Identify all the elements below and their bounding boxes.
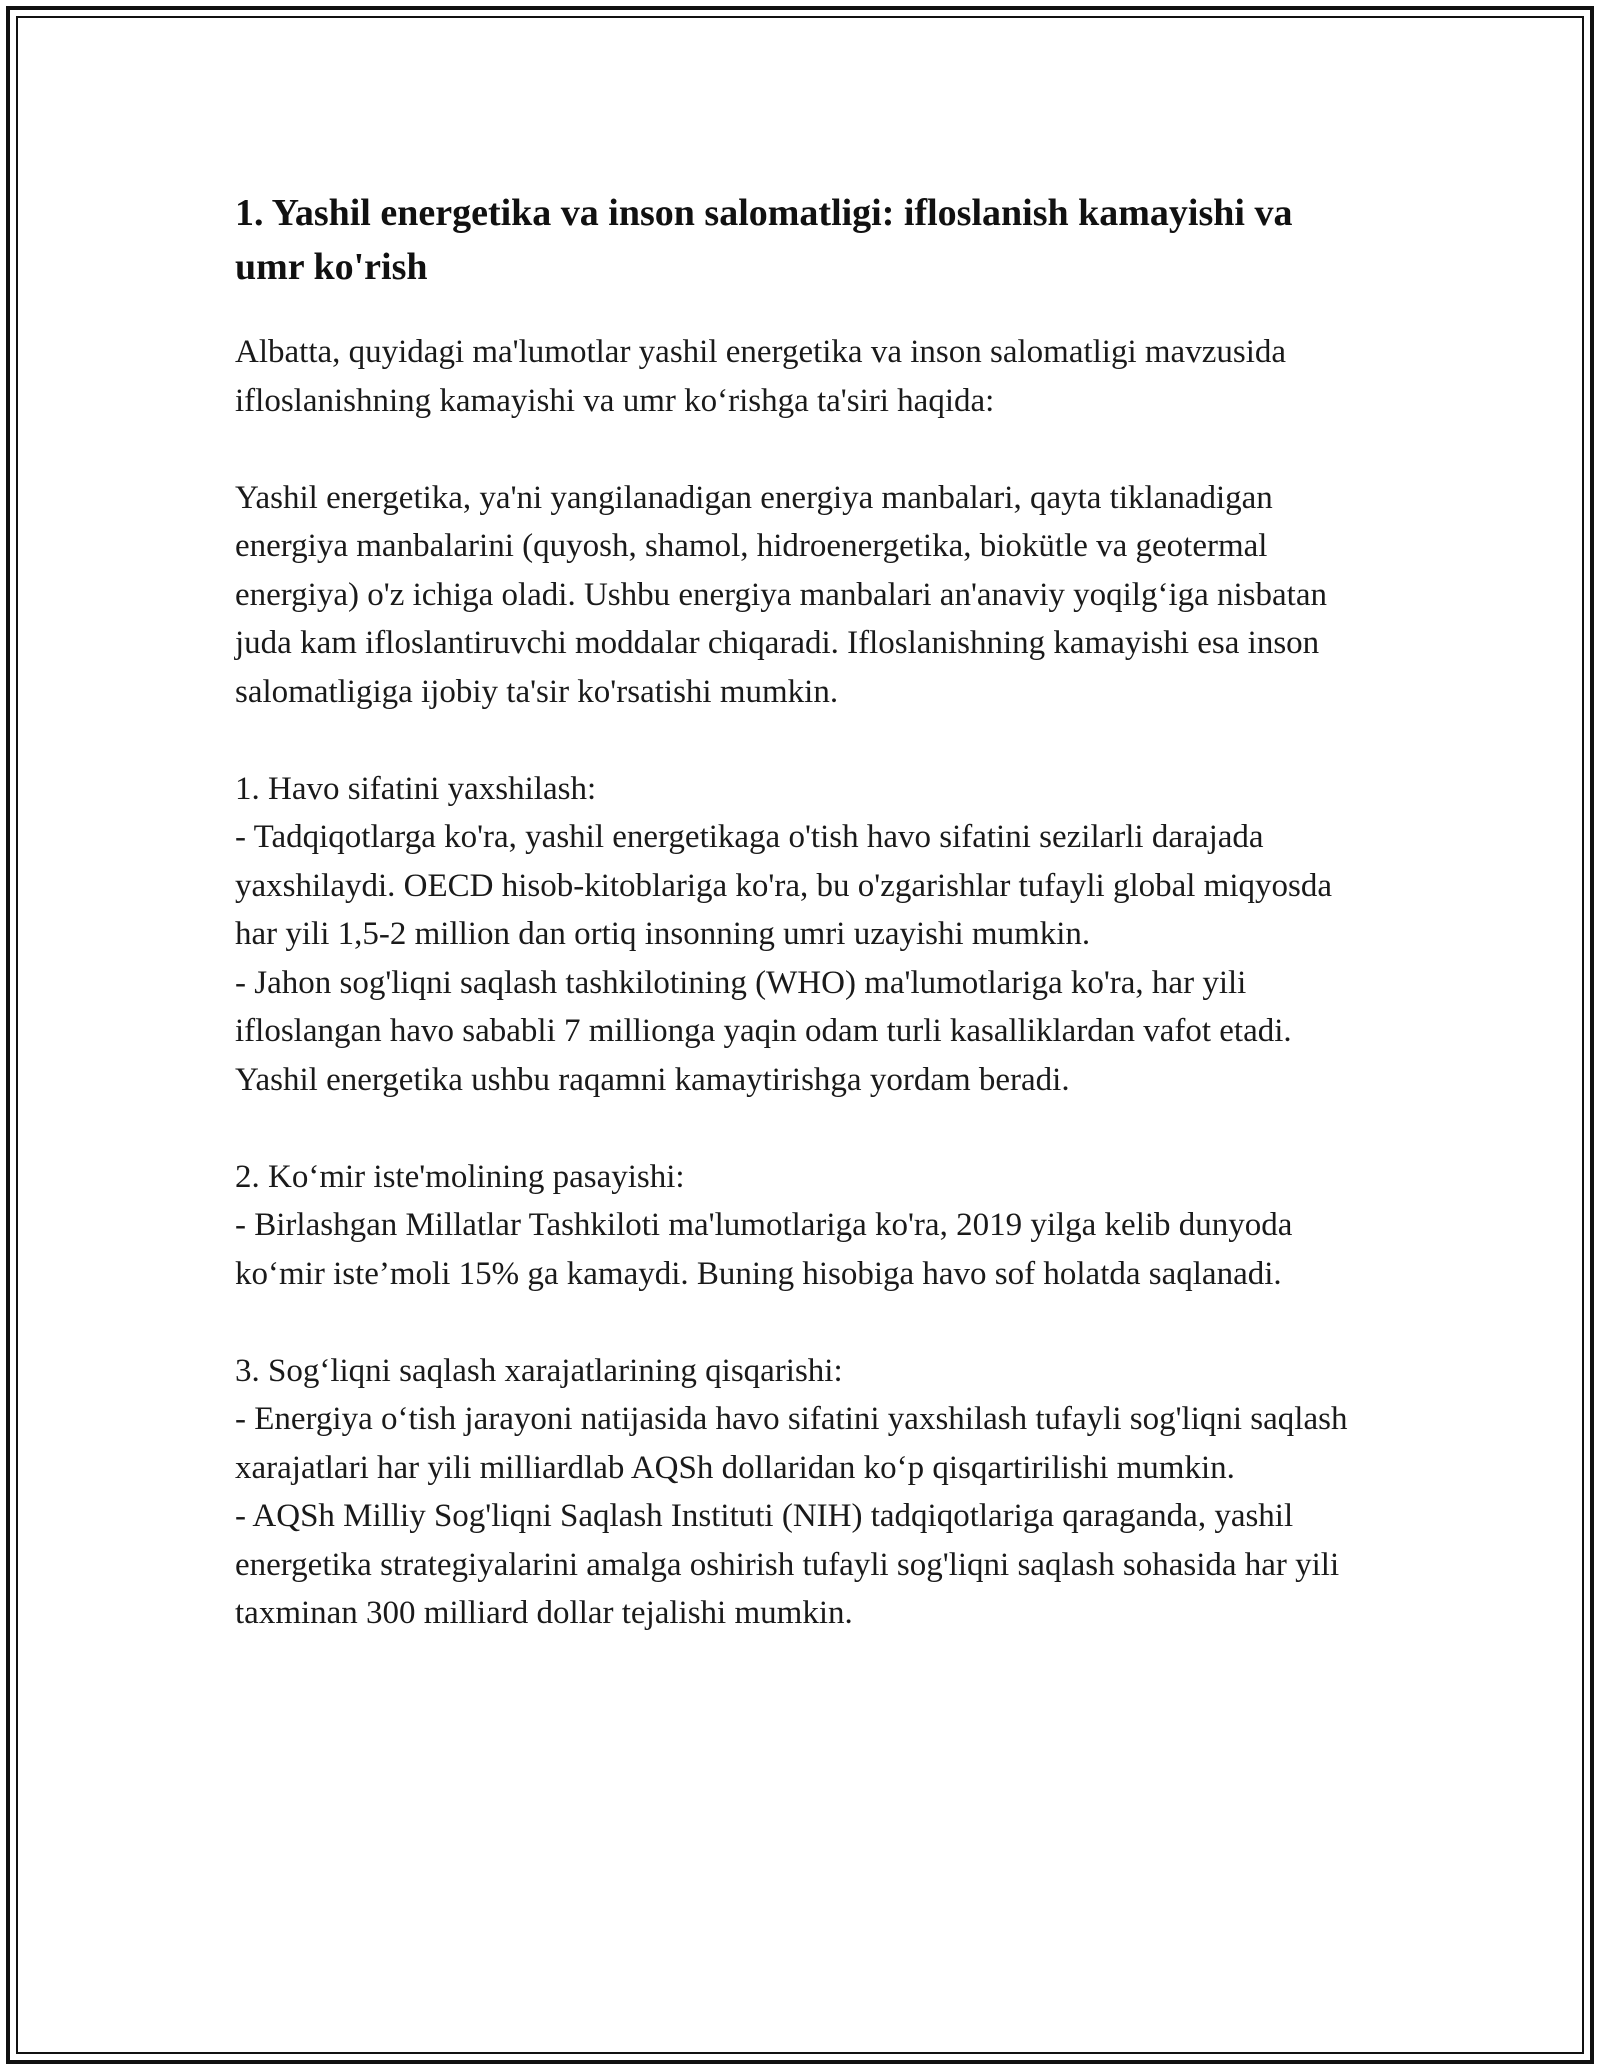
section-heading: 1. Havo sifatini yaxshilash: <box>235 770 597 807</box>
green-energy-paragraph: Yashil energetika, ya'ni yangilanadigan energiya manbalari, qayta tiklanadigan energiya manbalarini (quyosh, shamol, hidroenergetika, biokütle va geotermal energiya) o'z ichiga oladi. Ushbu energiya manbalari an'anaviy yoqilgʻiga nisbatan juda kam ifloslantiruvchi moddalar chiqaradi. Ifloslanishning kamayishi esa inson salomatligiga ijobiy ta'sir ko'rsatishi mumkin. <box>235 479 1327 710</box>
section-heading: 3. Sogʻliqni saqlash xarajatlarining qisqarishi: <box>235 1352 843 1389</box>
document-title: 1. Yashil energetika va inson salomatligi: ifloslanish kamayishi va umr ko'rish <box>235 192 1293 288</box>
section-heading: 2. Koʻmir iste'molining pasayishi: <box>235 1158 685 1195</box>
section-air-quality <box>235 765 1365 1105</box>
paragraph-gap <box>235 1298 1365 1347</box>
section-item: - Birlashgan Millatlar Tashkiloti ma'lumotlariga ko'ra, 2019 yilga kelib dunyoda koʻmir iste’moli 15% ga kamaydi. Buning hisobiga havo sof holatda saqlanadi. <box>235 1207 1293 1292</box>
paragraph-gap <box>235 425 1365 474</box>
section-item: - AQSh Milliy Sog'liqni Saqlash Instituti (NIH) tadqiqotlariga qaraganda, yashil energetika strategiyalarini amalga oshirish tufayli sog'liqni saqlash sohasida har yili taxminan 300 milliard dollar tejalishi mumkin. <box>235 1498 1340 1631</box>
paragraph-gap <box>235 1104 1365 1153</box>
intro-paragraph: Albatta, quyidagi ma'lumotlar yashil energetika va inson salomatligi mavzusida ifloslanishning kamayishi va umr koʻrishga ta'siri haqida: <box>235 334 1287 419</box>
section-healthcare-costs <box>235 1347 1365 1638</box>
paragraph-gap <box>235 716 1365 765</box>
section-item: - Energiya oʻtish jarayoni natijasida havo sifatini yaxshilash tufayli sog'liqni saqlash xarajatlari har yili milliardlab AQSh dollaridan koʻp qisqartirilishi mumkin. <box>235 1401 1348 1486</box>
section-item: - Tadqiqotlarga ko'ra, yashil energetikaga o'tish havo sifatini sezilarli darajada yaxshilaydi. OECD hisob-kitoblariga ko'ra, bu o'zgarishlar tufayli global miqyosda har yili 1,5-2 million dan ortiq insonning umri uzayishi mumkin. <box>235 819 1333 952</box>
section-coal-consumption <box>235 1153 1365 1299</box>
section-item: - Jahon sog'liqni saqlash tashkilotining (WHO) ma'lumotlariga ko'ra, har yili ifloslangan havo sababli 7 millionga yaqin odam turli kasalliklardan vafot etadi. Yashil energetika ushbu raqamni kamaytirishga yordam beradi. <box>235 964 1292 1098</box>
document-body <box>235 186 1365 1638</box>
